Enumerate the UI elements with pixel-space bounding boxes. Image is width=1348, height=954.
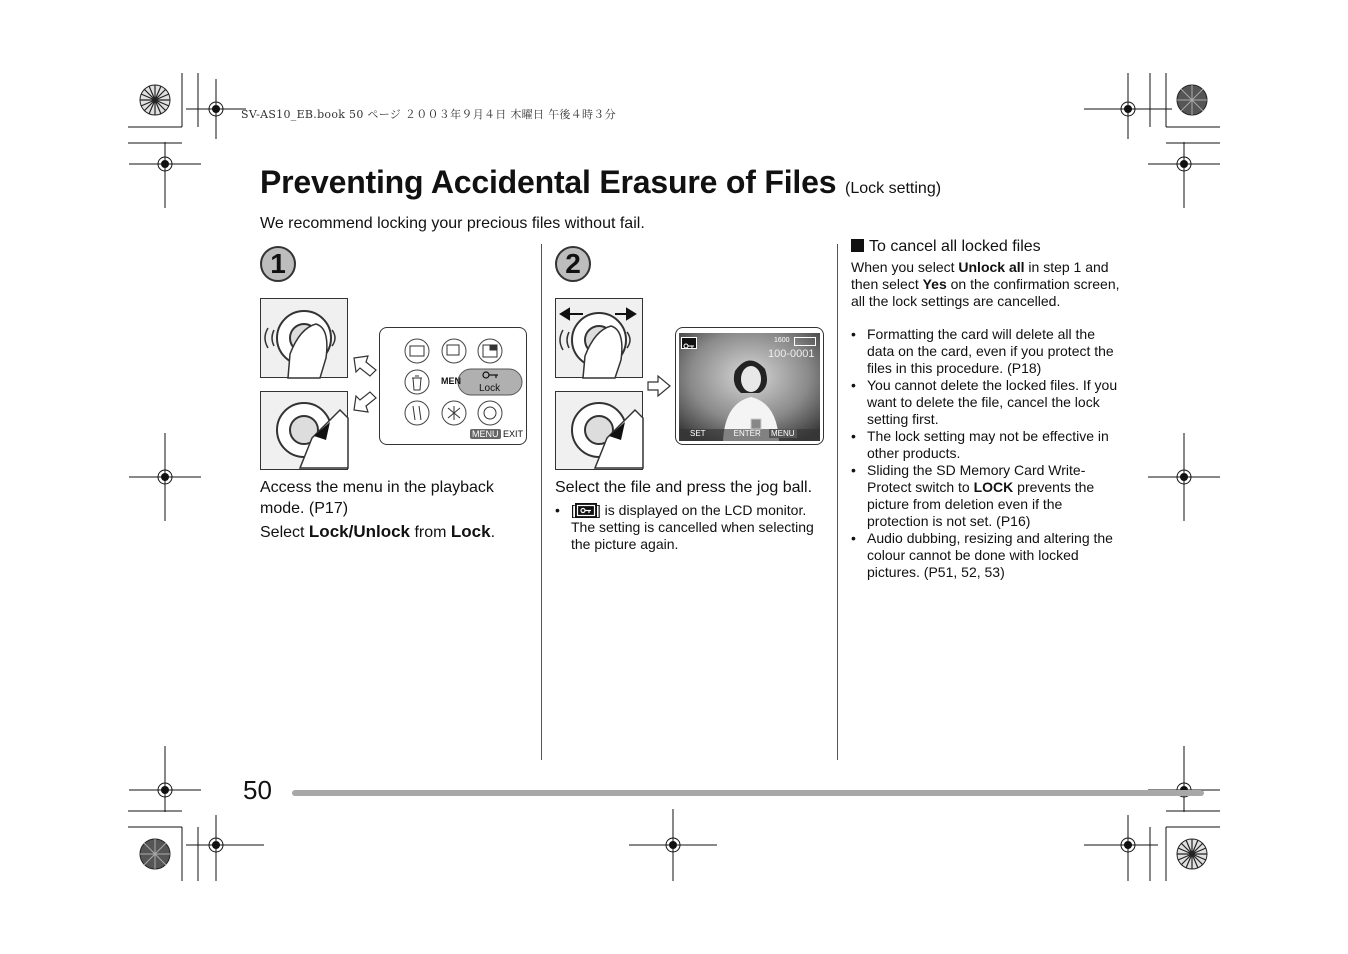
step-1-instructions (260, 477, 528, 543)
step-1-lock: Lock (450, 522, 491, 541)
starburst-top-left (140, 85, 170, 115)
bullet4-bold: LOCK (973, 479, 1014, 495)
step-1-period: . (490, 524, 496, 541)
list-item: • You cannot delete the locked files. If you want to delete the file, cancel the lock setting first. (851, 377, 1123, 428)
column-divider-2 (837, 244, 838, 760)
lcd-lock-icon (681, 337, 697, 349)
notes-para-bold-1: Unlock all (958, 259, 1025, 275)
lcd-resolution: 1600 (774, 337, 790, 344)
menu-partial-label: MEN (441, 376, 461, 386)
list-item (851, 462, 1123, 530)
notes-heading-text: To cancel all locked files (869, 238, 1041, 255)
title-main: Preventing Accidental Erasure of Files (260, 164, 837, 200)
step-1-number: 1 (260, 246, 296, 282)
next-arrows-icon (350, 352, 378, 416)
jog-ball-press-illustration (260, 298, 350, 474)
playback-menu-screen (379, 327, 527, 445)
footer-bar (292, 790, 1204, 796)
step-1-lock-unlock: Lock/Unlock (308, 522, 411, 541)
lcd-monitor-screen (675, 327, 824, 445)
menu-footer (470, 429, 523, 439)
step-2-instructions (555, 477, 830, 553)
lcd-menu: MENU (771, 429, 795, 438)
menu-footer-action: EXIT (503, 429, 524, 439)
notes-para-1: When you select (851, 259, 959, 275)
step-2-bullets (555, 502, 830, 553)
lcd-set: SET (690, 429, 706, 438)
notes-column (851, 238, 1123, 581)
notes-paragraph (851, 259, 1123, 310)
step-1-line1: Access the menu in the playback mode. (P17) (260, 479, 494, 517)
step-2-bullet (555, 502, 830, 553)
step-1-from: from (410, 524, 451, 541)
battery-icon (794, 337, 816, 346)
page-title (260, 164, 941, 201)
lcd-file-number: 100-0001 (768, 348, 815, 360)
square-bullet-icon (851, 239, 864, 252)
menu-footer-key: MENU (472, 429, 499, 439)
notes-para-2: in step 1 and then select (851, 259, 1109, 292)
list-item: • Audio dubbing, resizing and altering the colour cannot be done with locked pictures. (P51, 52, 53) (851, 530, 1123, 581)
lock-icon (575, 503, 597, 518)
notes-para-3: on the confirmation screen, all the lock settings are cancelled. (851, 276, 1120, 309)
bullet4-text-2: prevents the picture from deletion even if the protection is not set. (P16) (867, 479, 1095, 529)
step-2-main-text: Select the file and press the jog ball. (555, 479, 813, 496)
step-1-line2 (260, 521, 528, 543)
bullet-bracket: [ (571, 502, 575, 518)
print-header: SV-AS10_EB.book 50 ページ ２００３年９月４日 木曜日 午後４時３分 (241, 108, 616, 121)
starburst-top-right (1177, 85, 1207, 115)
bullet4-text-1: Sliding the SD Memory Card Write-Protect switch to (867, 462, 1086, 495)
list-item: • Formatting the card will delete all the data on the card, even if you protect the files in this procedure. (P18) (851, 326, 1123, 377)
menu-lock-label: Lock (479, 383, 501, 394)
notes-heading (851, 238, 1123, 256)
intro-text: We recommend locking your precious files without fail. (260, 215, 645, 232)
lcd-enter: ENTER (733, 429, 761, 438)
lcd-footer (690, 429, 797, 438)
jog-ball-select-illustration (555, 298, 645, 474)
menu-icons (380, 328, 526, 444)
right-arrow-icon (646, 374, 672, 398)
starburst-bottom-left (140, 839, 170, 869)
column-divider-1 (541, 244, 542, 760)
page-number: 50 (243, 775, 272, 805)
title-sub: (Lock setting) (845, 180, 942, 197)
notes-bullets (851, 326, 1123, 581)
notes-para-bold-2: Yes (922, 276, 947, 292)
step-2-number: 2 (555, 246, 591, 282)
list-item: • The lock setting may not be effective in other products. (851, 428, 1123, 462)
bullet-text: ] is displayed on the LCD monitor. The setting is cancelled when selecting the picture again. (571, 502, 814, 552)
starburst-bottom-right (1177, 839, 1207, 869)
step-1-select-prefix: Select (260, 524, 309, 541)
